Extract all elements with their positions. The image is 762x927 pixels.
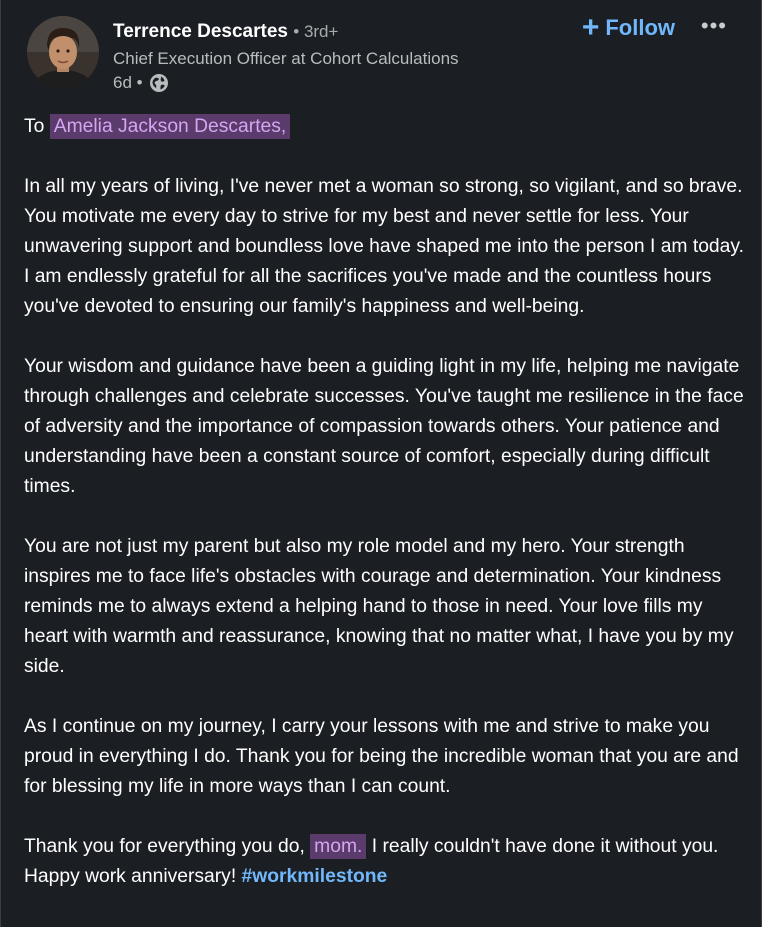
mention-amelia[interactable]: Amelia Jackson Descartes, — [50, 114, 291, 139]
plus-icon: + — [581, 11, 600, 44]
hashtag-workmilestone[interactable]: #workmilestone — [241, 866, 388, 887]
post-header — [25, 12, 741, 102]
connection-degree: • 3rd+ — [293, 22, 339, 41]
closing-text-after: I really couldn't have done it without you. Happy work anniversary! — [24, 836, 719, 887]
closing-text-before: Thank you for everything you do, — [24, 836, 305, 857]
follow-button[interactable] — [581, 11, 675, 44]
author-avatar[interactable] — [27, 16, 99, 88]
author-name-line — [113, 20, 459, 44]
ellipsis-icon[interactable]: ••• — [700, 13, 727, 38]
paragraph-3: You are not just my parent but also my role model and my hero. Your strength inspires me to face life's obstacles with courage and determination. Your kindness reminds me to always extend a helping hand to those in need. Your love fills my heart with warmth and reassurance, knowing that no matter what, I have you by my side. — [24, 536, 734, 677]
author-info — [113, 20, 459, 94]
paragraph-1: In all my years of living, I've never met a woman so strong, so vigilant, and so brave. You motivate me every day to strive for my best and never settle for less. Your unwavering support and boundless love have shaped me into the person I am today. I am endlessly grateful for all the sacrifices you've made and the countless hours you've devoted to ensuring our family's happiness and well-being. — [24, 176, 744, 317]
closing-paragraph — [24, 832, 744, 892]
paragraph-2: Your wisdom and guidance have been a guiding light in my life, helping me navigate through challenges and celebrate successes. You've taught me resilience in the face of adversity and the importance of compassion towards others. Your patience and understanding have been a constant source of comfort, especially during difficult times. — [24, 356, 744, 497]
post-timestamp: 6d • — [113, 73, 143, 92]
paragraph-4: As I continue on my journey, I carry your lessons with me and strive to make you proud in everything I do. Thank you for being the incredible woman that you are and for blessing my life in more ways than I can count. — [24, 716, 739, 797]
salutation-prefix: To — [24, 116, 45, 137]
post-meta — [113, 72, 459, 94]
globe-icon — [149, 73, 169, 93]
author-headline: Chief Execution Officer at Cohort Calculations — [113, 49, 459, 68]
follow-label: Follow — [605, 15, 675, 40]
post-body — [24, 112, 744, 892]
salutation — [24, 112, 744, 142]
author-name[interactable]: Terrence Descartes — [113, 21, 288, 42]
mention-mom[interactable]: mom. — [310, 834, 366, 859]
